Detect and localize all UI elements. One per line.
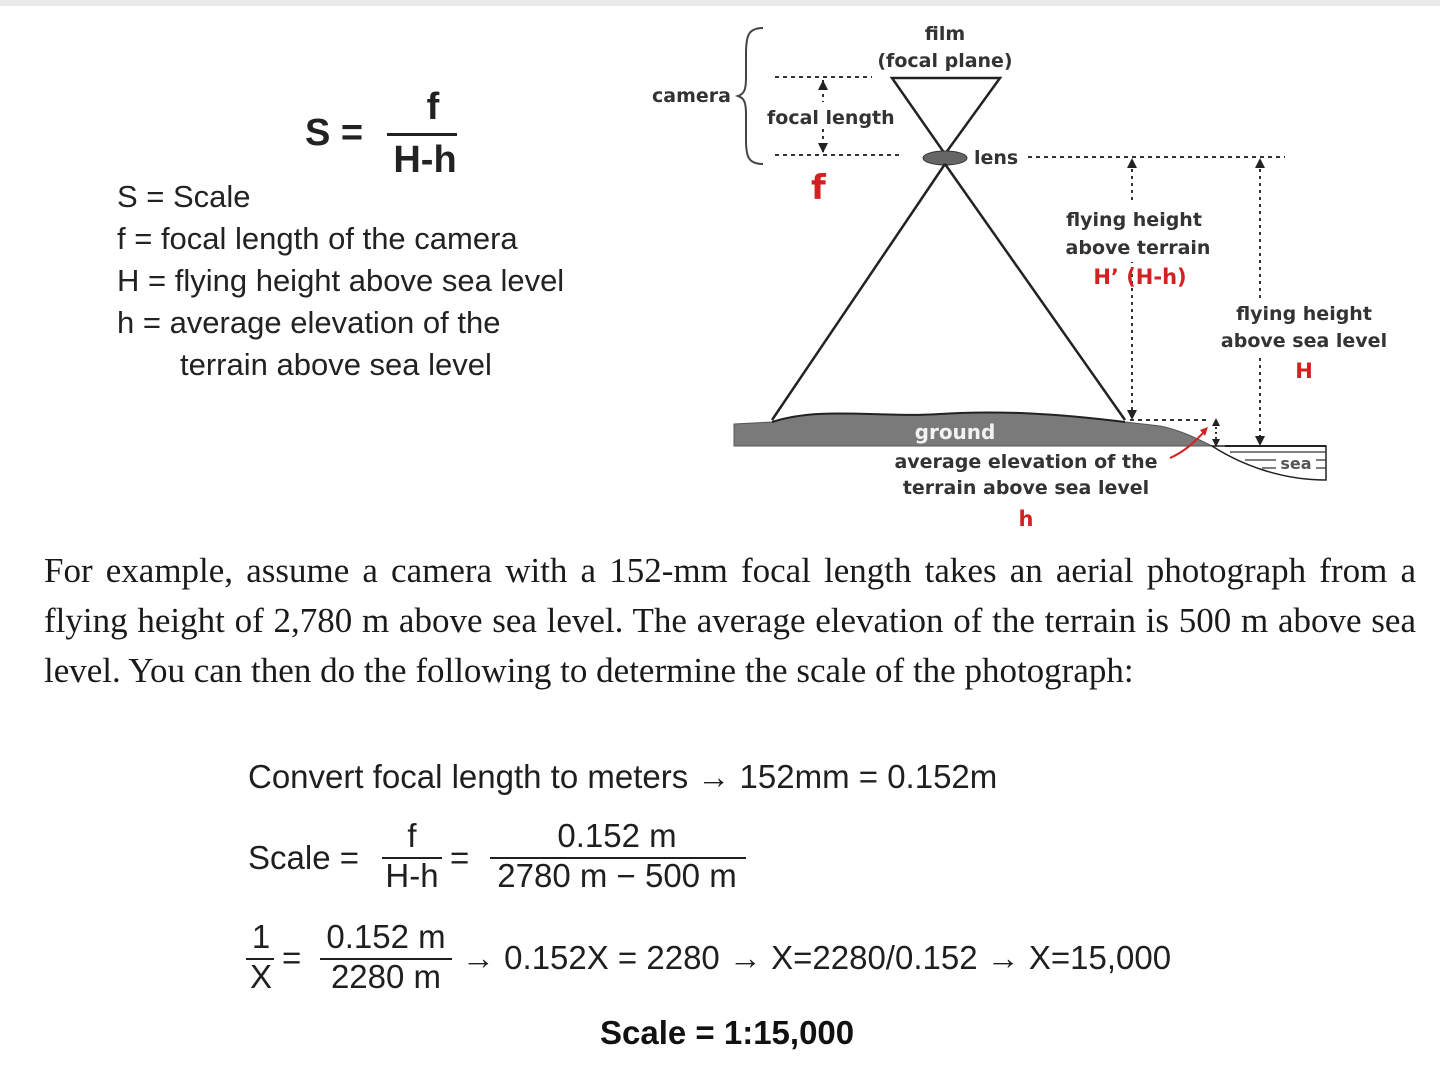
- fht-label-line1: flying height: [1066, 209, 1202, 231]
- fhs-label-line2: above sea level: [1220, 330, 1388, 352]
- legend-item-H: H = flying height above sea level: [117, 263, 565, 298]
- legend-item-f: f = focal length of the camera: [117, 221, 518, 256]
- variable-legend: [117, 176, 564, 386]
- focal-length-label: focal length: [767, 107, 895, 129]
- film-label: film: [924, 23, 966, 45]
- sea-arrow-up-icon: [1255, 158, 1265, 168]
- fhs-label-line1: flying height: [1236, 303, 1372, 325]
- focal-arrow-up-icon: [818, 80, 828, 90]
- formula-fraction-bar: [387, 133, 457, 136]
- fov-left-ray: [772, 164, 945, 420]
- camera-brace: [738, 28, 763, 164]
- scale-eq-f: f: [407, 817, 417, 854]
- scale-eq-den: 2780 m − 500 m: [497, 857, 737, 894]
- top-border: [0, 0, 1440, 6]
- ratio-equals: =: [282, 939, 302, 976]
- example-paragraph: For example, assume a camera with a 152-mm focal length takes an aerial photograph from a flying height of 2,780 m above sea level. The average elevation of the terrain is 500 m above sea level. You can then do the following to determine the scale of the photograph:: [44, 551, 1416, 690]
- fht-symbol: H’ (H-h): [1093, 265, 1187, 289]
- final-scale-result: Scale = 1:15,000: [600, 1014, 855, 1051]
- scale-eq-num: 0.152 m: [557, 817, 677, 854]
- aerial-camera-diagram: [640, 14, 1388, 534]
- formula-lhs: S =: [305, 112, 364, 154]
- formula-denominator: H-h: [393, 139, 457, 181]
- legend-item-h: h = average elevation of the: [117, 305, 501, 340]
- scale-eq-hh: H-h: [385, 857, 439, 894]
- terrain-arrow-up-icon: [1127, 158, 1137, 168]
- ratio-den: 2280 m: [330, 958, 442, 995]
- ratio-solution: → 0.152X = 2280 → X=2280/0.152 → X=15,000: [462, 939, 1172, 976]
- avg-elev-label-line1: average elevation of the: [894, 451, 1158, 473]
- f-symbol: f: [811, 168, 826, 208]
- terrain-arrow-down-icon: [1127, 410, 1137, 420]
- fov-right-ray: [945, 164, 1125, 420]
- fhs-symbol: H: [1295, 359, 1313, 383]
- lens-icon: [923, 151, 967, 165]
- camera-label: camera: [652, 85, 731, 107]
- convert-focal-length-line: Convert focal length to meters → 152mm = 0.152m: [248, 758, 998, 795]
- ratio-x: X: [249, 958, 272, 995]
- focal-arrow-down-icon: [818, 143, 828, 153]
- film-cone: [892, 78, 1000, 154]
- legend-item-s: S = Scale: [117, 179, 251, 214]
- ground-label: ground: [914, 420, 996, 444]
- focal-plane-label: (focal plane): [877, 50, 1013, 72]
- sea-label: sea: [1280, 454, 1312, 473]
- legend-item-h-continued: terrain above sea level: [180, 347, 492, 382]
- lens-label: lens: [974, 147, 1019, 169]
- ratio-one: 1: [251, 918, 271, 955]
- ratio-num: 0.152 m: [326, 918, 446, 955]
- fht-label-line2: above terrain: [1065, 237, 1211, 259]
- formula-numerator: f: [426, 86, 440, 128]
- scale-eq-lhs: Scale =: [248, 839, 359, 876]
- scale-eq-equals: =: [450, 839, 470, 876]
- h-symbol: h: [1018, 507, 1034, 531]
- elev-arrow-up-icon: [1212, 418, 1220, 426]
- sea-arrow-down-icon: [1255, 436, 1265, 446]
- avg-elev-label-line2: terrain above sea level: [902, 477, 1150, 499]
